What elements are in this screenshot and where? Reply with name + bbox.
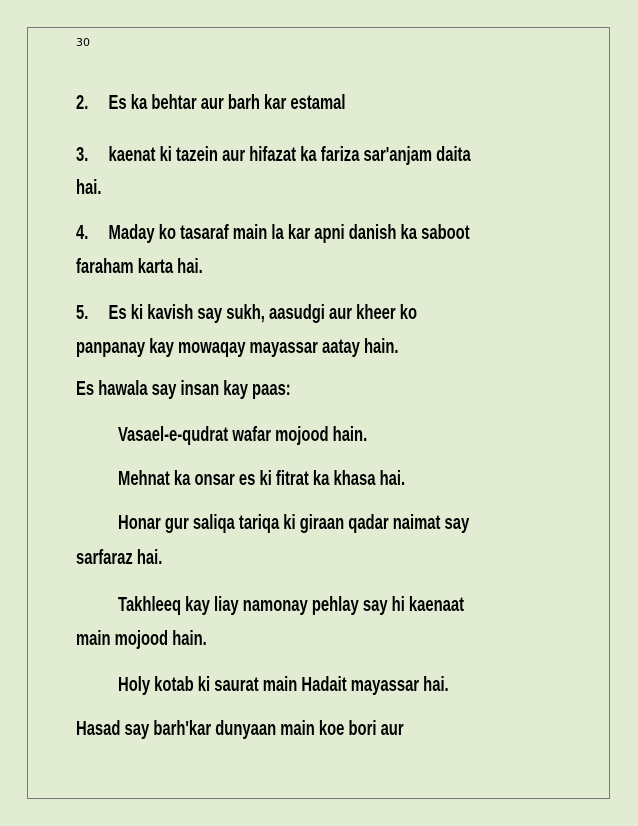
list-item-3-continuation: hai.: [76, 177, 102, 199]
list-item-4-continuation: faraham karta hai.: [76, 256, 203, 278]
paragraph-1: Vasael-e-qudrat wafar mojood hain.: [118, 424, 368, 446]
list-item-text: Maday ko tasaraf main la kar apni danish ka saboot: [108, 222, 470, 244]
list-item-2: [76, 92, 345, 115]
list-item-number: 5.: [76, 302, 89, 324]
paragraph-2: Mehnat ka onsar es ki fitrat ka khasa hai.: [118, 468, 406, 490]
list-item-3: [76, 144, 471, 167]
page-number: 30: [76, 36, 90, 49]
list-item-text: kaenat ki tazein aur hifazat ka fariza sar'anjam daita: [108, 144, 471, 166]
list-item-4: [76, 222, 470, 245]
list-item-number: 4.: [76, 222, 89, 244]
intro-line: Es hawala say insan kay paas:: [76, 378, 291, 400]
list-item-number: 2.: [76, 92, 89, 114]
paragraph-3: Honar gur saliqa tariqa ki giraan qadar naimat say: [118, 512, 470, 534]
paragraph-5: Holy kotab ki saurat main Hadait mayassar hai.: [118, 674, 449, 696]
list-item-5-continuation: panpanay kay mowaqay mayassar aatay hain.: [76, 336, 399, 358]
list-item-number: 3.: [76, 144, 89, 166]
paragraph-4: Takhleeq kay liay namonay pehlay say hi kaenaat: [118, 594, 465, 616]
list-item-text: Es ka behtar aur barh kar estamal: [108, 92, 346, 114]
closing-line: Hasad say barh'kar dunyaan main koe bori aur: [76, 718, 404, 740]
paragraph-4-continuation: main mojood hain.: [76, 628, 207, 650]
list-item-text: Es ki kavish say sukh, aasudgi aur kheer ko: [108, 302, 418, 324]
list-item-5: [76, 302, 417, 325]
paragraph-3-continuation: sarfaraz hai.: [76, 547, 163, 569]
